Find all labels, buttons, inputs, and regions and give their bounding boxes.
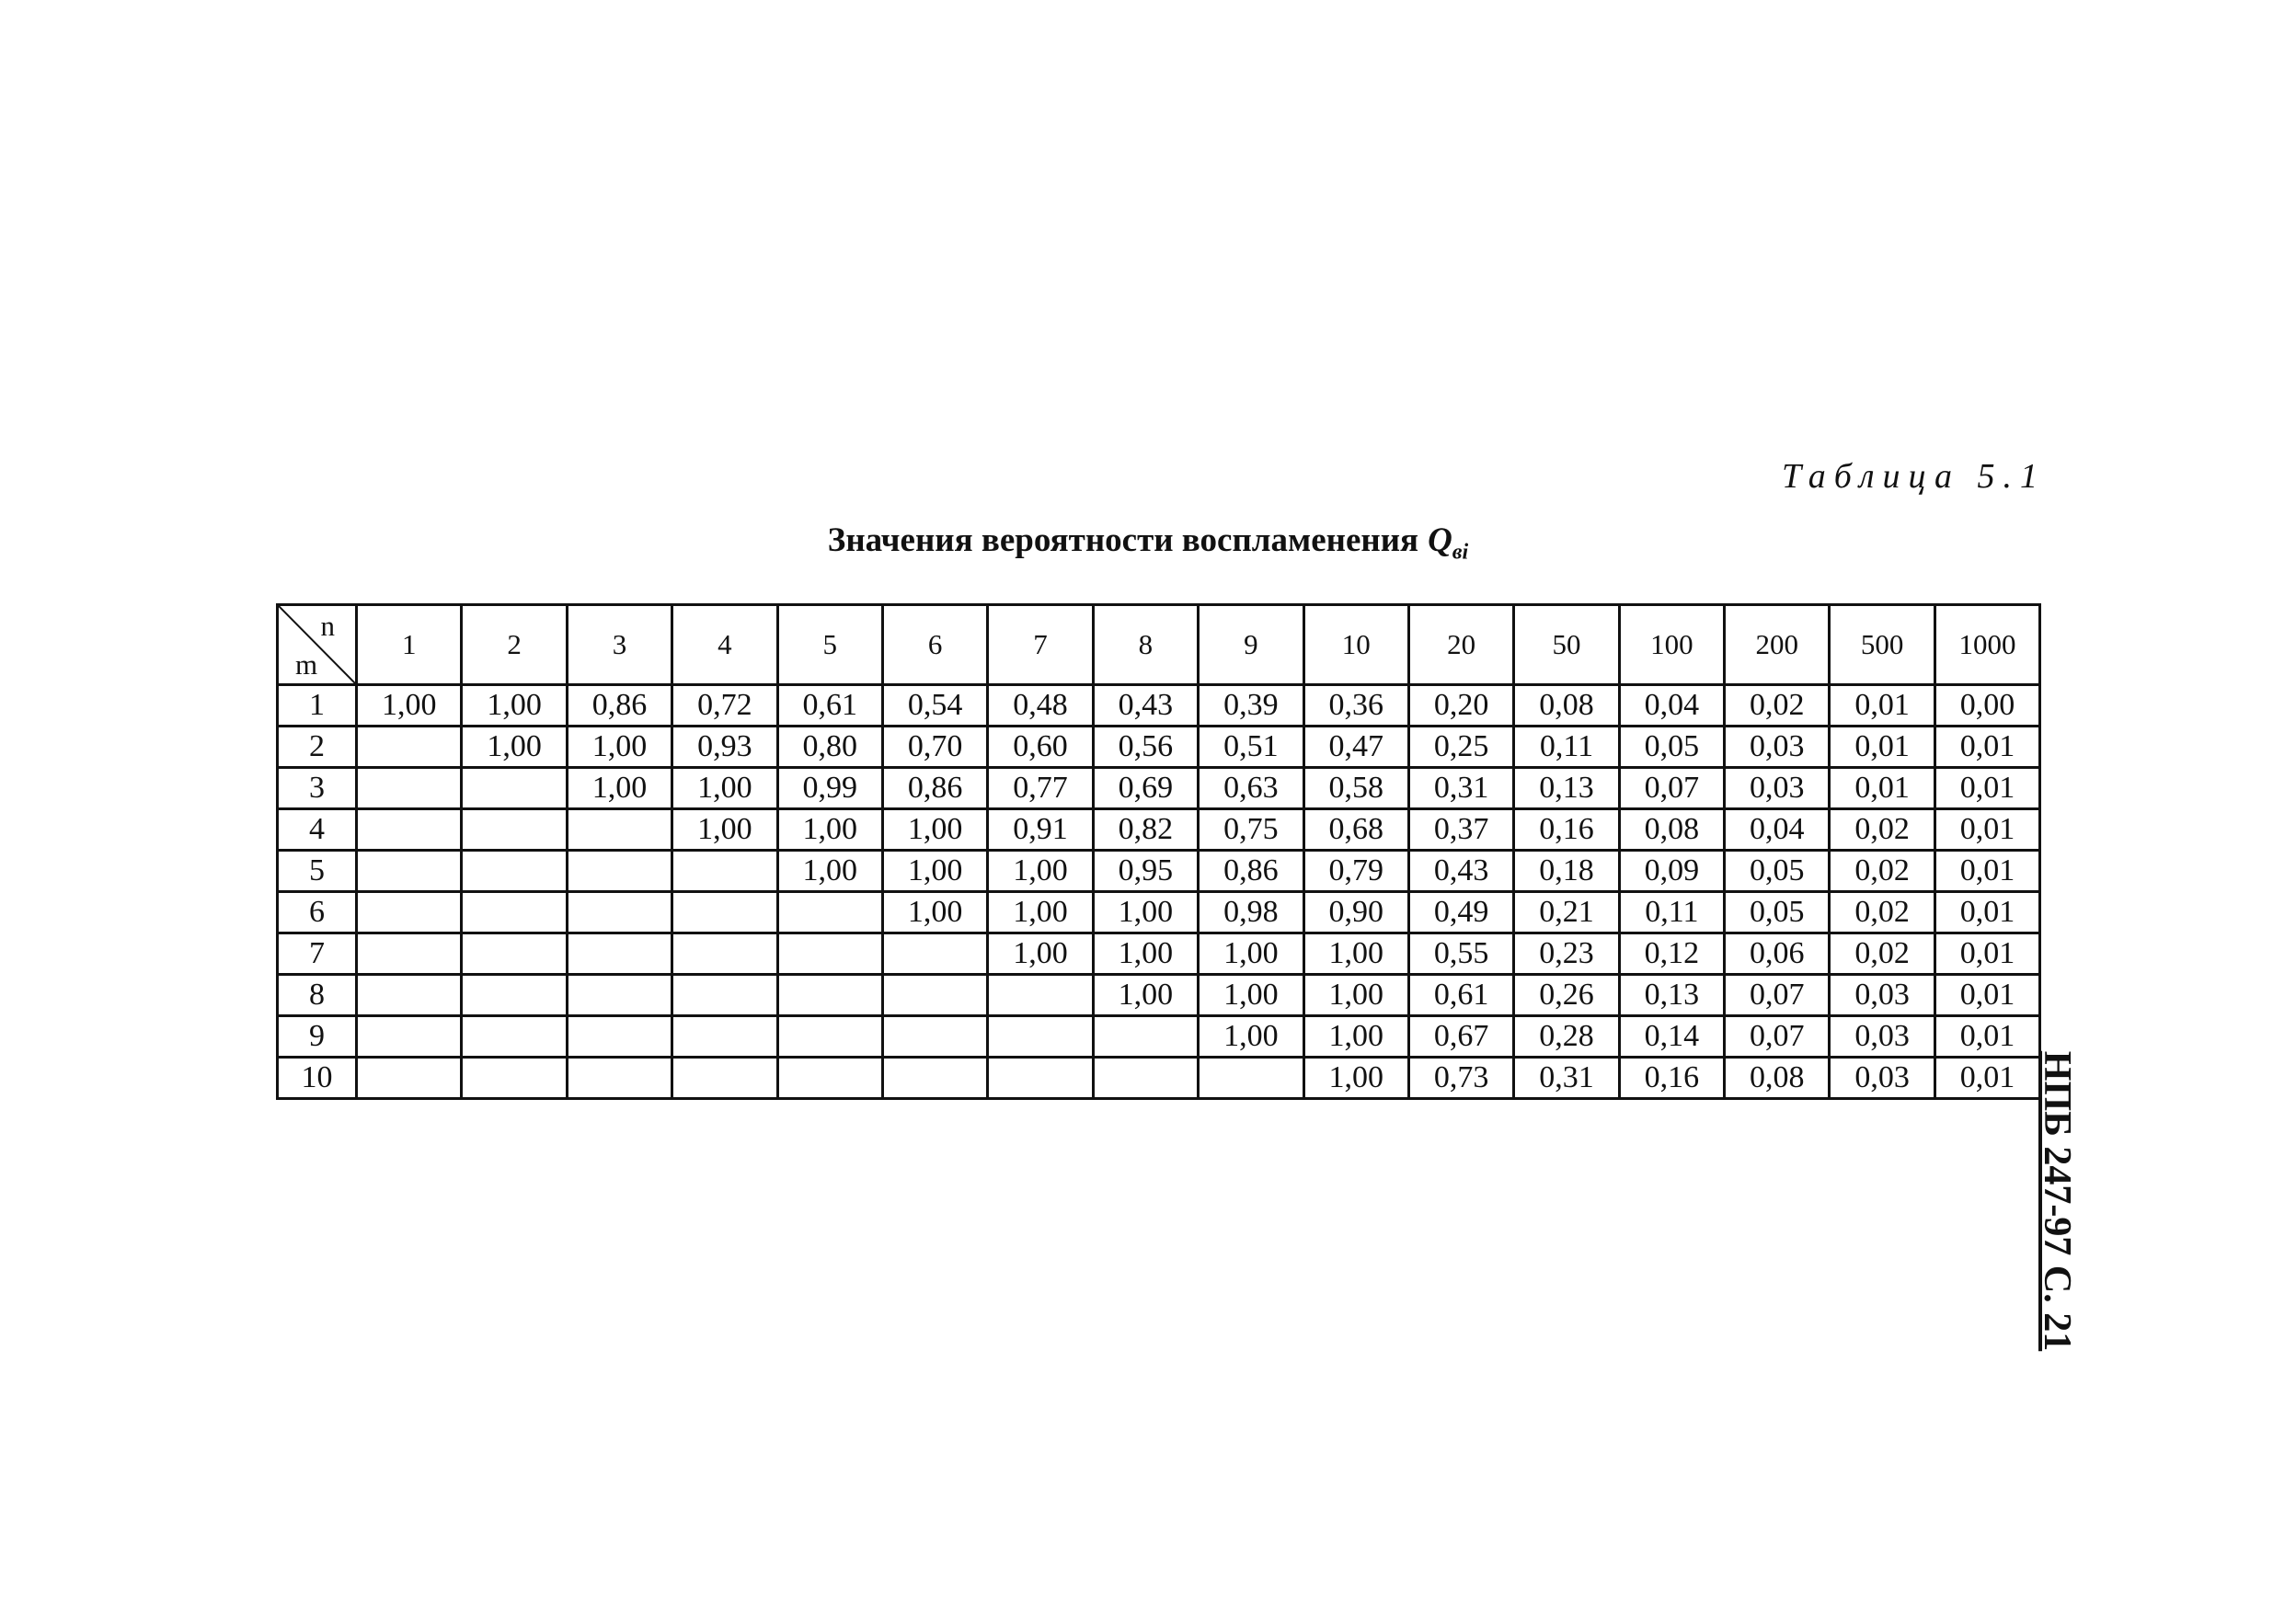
table-row — [278, 768, 2040, 809]
table-cell: 0,56 — [1093, 727, 1198, 768]
table-cell: 0,60 — [988, 727, 1093, 768]
table-cell: 1,00 — [882, 892, 987, 933]
table-cell: 0,08 — [1725, 1058, 1830, 1099]
table-cell — [357, 1058, 462, 1099]
table-cell — [357, 768, 462, 809]
table-cell: 1,00 — [567, 768, 672, 809]
row-header-m: 7 — [278, 933, 357, 975]
table-cell — [357, 851, 462, 892]
table-cell: 0,07 — [1619, 768, 1724, 809]
table-cell: 0,08 — [1619, 809, 1724, 851]
table-cell: 0,13 — [1514, 768, 1619, 809]
table-cell: 1,00 — [988, 933, 1093, 975]
row-header-m: 9 — [278, 1016, 357, 1058]
table-cell: 0,86 — [882, 768, 987, 809]
table-cell — [777, 892, 882, 933]
table-cell — [988, 1016, 1093, 1058]
table-cell — [672, 975, 777, 1016]
column-header-n: 8 — [1093, 605, 1198, 685]
table-cell: 0,75 — [1199, 809, 1303, 851]
table-cell — [567, 892, 672, 933]
table-cell — [357, 892, 462, 933]
table-cell: 0,36 — [1303, 685, 1408, 727]
table-cell: 0,07 — [1725, 1016, 1830, 1058]
table-cell: 0,80 — [777, 727, 882, 768]
table-cell: 1,00 — [357, 685, 462, 727]
table-cell: 0,79 — [1303, 851, 1408, 892]
table-cell: 1,00 — [882, 851, 987, 892]
table-cell — [567, 1058, 672, 1099]
table-cell: 0,58 — [1303, 768, 1408, 809]
table-row — [278, 1016, 2040, 1058]
table-cell: 0,68 — [1303, 809, 1408, 851]
table-cell: 0,26 — [1514, 975, 1619, 1016]
column-header-n: 50 — [1514, 605, 1619, 685]
table-cell — [882, 1016, 987, 1058]
table-cell: 0,11 — [1619, 892, 1724, 933]
table-cell: 1,00 — [672, 768, 777, 809]
table-cell — [462, 1058, 567, 1099]
table-cell: 0,01 — [1934, 768, 2039, 809]
table-cell: 0,54 — [882, 685, 987, 727]
table-cell: 0,01 — [1934, 1058, 2039, 1099]
column-header-n: 3 — [567, 605, 672, 685]
table-cell: 1,00 — [1303, 933, 1408, 975]
table-cell: 0,14 — [1619, 1016, 1724, 1058]
table-cell: 0,01 — [1934, 1016, 2039, 1058]
table-cell: 1,00 — [1303, 975, 1408, 1016]
table-cell: 0,31 — [1514, 1058, 1619, 1099]
table-cell — [567, 1016, 672, 1058]
title-symbol-letter: Q — [1428, 521, 1452, 559]
table-cell: 0,90 — [1303, 892, 1408, 933]
table-cell: 1,00 — [672, 809, 777, 851]
table-cell — [672, 892, 777, 933]
table-cell — [357, 727, 462, 768]
table-cell: 1,00 — [1303, 1016, 1408, 1058]
column-header-n: 200 — [1725, 605, 1830, 685]
table-cell — [462, 768, 567, 809]
row-header-m: 2 — [278, 727, 357, 768]
table-cell: 0,28 — [1514, 1016, 1619, 1058]
corner-label-n: n — [320, 610, 335, 642]
row-header-m: 10 — [278, 1058, 357, 1099]
table-cell: 0,77 — [988, 768, 1093, 809]
column-header-n: 2 — [462, 605, 567, 685]
table-cell: 1,00 — [777, 851, 882, 892]
table-cell: 0,51 — [1199, 727, 1303, 768]
table-cell: 0,47 — [1303, 727, 1408, 768]
table-cell: 1,00 — [1199, 1016, 1303, 1058]
table-cell: 1,00 — [1199, 975, 1303, 1016]
table-cell: 1,00 — [1303, 1058, 1408, 1099]
table-cell: 0,21 — [1514, 892, 1619, 933]
table-cell: 0,01 — [1934, 851, 2039, 892]
probability-table — [276, 603, 2041, 1100]
table-cell — [567, 975, 672, 1016]
column-header-n: 1 — [357, 605, 462, 685]
column-header-n: 9 — [1199, 605, 1303, 685]
table-cell — [357, 975, 462, 1016]
table-cell — [567, 933, 672, 975]
table-cell: 0,67 — [1408, 1016, 1513, 1058]
table-cell: 0,07 — [1725, 975, 1830, 1016]
table-cell — [462, 1016, 567, 1058]
table-cell: 0,01 — [1830, 685, 1934, 727]
table-row — [278, 892, 2040, 933]
table-cell — [882, 975, 987, 1016]
table-cell — [672, 851, 777, 892]
table-cell — [1093, 1016, 1198, 1058]
table-cell: 0,05 — [1725, 892, 1830, 933]
table-cell: 0,49 — [1408, 892, 1513, 933]
table-cell — [357, 1016, 462, 1058]
column-header-n: 5 — [777, 605, 882, 685]
table-cell: 0,61 — [777, 685, 882, 727]
table-cell — [882, 933, 987, 975]
table-cell: 0,43 — [1408, 851, 1513, 892]
table-cell: 0,06 — [1725, 933, 1830, 975]
table-row — [278, 727, 2040, 768]
table-cell: 0,93 — [672, 727, 777, 768]
table-row — [278, 685, 2040, 727]
table-cell — [462, 892, 567, 933]
table-cell: 0,03 — [1830, 975, 1934, 1016]
table-cell: 0,02 — [1830, 809, 1934, 851]
table-cell: 1,00 — [777, 809, 882, 851]
table-cell: 0,86 — [567, 685, 672, 727]
table-cell: 0,63 — [1199, 768, 1303, 809]
table-cell — [462, 975, 567, 1016]
table-cell: 0,05 — [1619, 727, 1724, 768]
table-cell: 0,00 — [1934, 685, 2039, 727]
row-header-m: 3 — [278, 768, 357, 809]
table-cell: 0,02 — [1725, 685, 1830, 727]
table-cell: 0,03 — [1725, 727, 1830, 768]
header-row — [278, 605, 2040, 685]
table-cell: 0,31 — [1408, 768, 1513, 809]
table-cell: 0,02 — [1830, 933, 1934, 975]
table-cell — [777, 975, 882, 1016]
table-cell — [462, 851, 567, 892]
row-header-m: 4 — [278, 809, 357, 851]
table-cell — [672, 1058, 777, 1099]
table-cell: 0,43 — [1093, 685, 1198, 727]
corner-label-m: m — [295, 648, 318, 681]
table-cell: 0,86 — [1199, 851, 1303, 892]
title-symbol-subscript: вi — [1452, 540, 1469, 565]
table-cell: 1,00 — [882, 809, 987, 851]
table-cell — [882, 1058, 987, 1099]
table-cell: 0,03 — [1725, 768, 1830, 809]
table-cell — [988, 1058, 1093, 1099]
table-cell: 0,73 — [1408, 1058, 1513, 1099]
table-cell: 1,00 — [462, 685, 567, 727]
table-row — [278, 933, 2040, 975]
table-cell — [672, 933, 777, 975]
page-footer — [2029, 1036, 2084, 1367]
title-symbol — [1428, 521, 1469, 565]
table-label: Таблица 5.1 — [1782, 457, 2046, 496]
table-cell: 0,09 — [1619, 851, 1724, 892]
table-cell — [777, 1058, 882, 1099]
table-cell: 0,95 — [1093, 851, 1198, 892]
row-header-m: 1 — [278, 685, 357, 727]
column-header-n: 6 — [882, 605, 987, 685]
table-cell — [357, 809, 462, 851]
table-cell: 0,98 — [1199, 892, 1303, 933]
table-cell: 0,04 — [1725, 809, 1830, 851]
table-cell — [462, 933, 567, 975]
table-cell: 0,20 — [1408, 685, 1513, 727]
table-cell: 1,00 — [988, 851, 1093, 892]
table-cell: 0,03 — [1830, 1058, 1934, 1099]
table-cell: 1,00 — [988, 892, 1093, 933]
row-header-m: 6 — [278, 892, 357, 933]
table-cell — [357, 933, 462, 975]
column-header-n: 4 — [672, 605, 777, 685]
table-cell: 0,01 — [1934, 727, 2039, 768]
table-cell: 0,23 — [1514, 933, 1619, 975]
table-cell: 0,61 — [1408, 975, 1513, 1016]
column-header-n: 20 — [1408, 605, 1513, 685]
table-cell: 0,03 — [1830, 1016, 1934, 1058]
table-cell: 1,00 — [567, 727, 672, 768]
table-cell: 0,01 — [1934, 933, 2039, 975]
corner-cell — [278, 605, 357, 685]
table-cell — [777, 1016, 882, 1058]
table-title — [0, 521, 2296, 565]
table-cell: 1,00 — [1199, 933, 1303, 975]
column-header-n: 7 — [988, 605, 1093, 685]
table-cell: 0,91 — [988, 809, 1093, 851]
table-cell: 0,01 — [1830, 768, 1934, 809]
table-cell: 1,00 — [1093, 975, 1198, 1016]
table-cell: 0,13 — [1619, 975, 1724, 1016]
table-cell: 0,01 — [1934, 892, 2039, 933]
table-cell: 0,05 — [1725, 851, 1830, 892]
table-cell: 0,99 — [777, 768, 882, 809]
table-cell: 0,18 — [1514, 851, 1619, 892]
row-header-m: 8 — [278, 975, 357, 1016]
table-cell: 0,04 — [1619, 685, 1724, 727]
table-cell: 0,55 — [1408, 933, 1513, 975]
table-cell: 0,01 — [1934, 809, 2039, 851]
table-cell: 0,69 — [1093, 768, 1198, 809]
table-row — [278, 851, 2040, 892]
table-cell: 0,01 — [1830, 727, 1934, 768]
table-cell: 0,01 — [1934, 975, 2039, 1016]
table-cell — [567, 809, 672, 851]
table-cell: 0,16 — [1514, 809, 1619, 851]
table-cell — [1093, 1058, 1198, 1099]
table-cell: 0,16 — [1619, 1058, 1724, 1099]
table-row — [278, 809, 2040, 851]
table-cell: 0,72 — [672, 685, 777, 727]
table-cell — [462, 809, 567, 851]
table-row — [278, 1058, 2040, 1099]
table-cell: 0,12 — [1619, 933, 1724, 975]
column-header-n: 100 — [1619, 605, 1724, 685]
table-cell — [988, 975, 1093, 1016]
page-footer-text: НПБ 247-97 С. 21 — [2036, 1050, 2078, 1352]
table-cell: 0,48 — [988, 685, 1093, 727]
table-cell — [1199, 1058, 1303, 1099]
column-header-n: 500 — [1830, 605, 1934, 685]
table-cell: 0,70 — [882, 727, 987, 768]
table-cell: 0,02 — [1830, 892, 1934, 933]
table-cell — [777, 933, 882, 975]
table-cell: 0,02 — [1830, 851, 1934, 892]
table-cell: 0,37 — [1408, 809, 1513, 851]
table-cell: 1,00 — [462, 727, 567, 768]
table-cell: 0,08 — [1514, 685, 1619, 727]
table-cell — [672, 1016, 777, 1058]
table-cell: 0,82 — [1093, 809, 1198, 851]
column-header-n: 10 — [1303, 605, 1408, 685]
row-header-m: 5 — [278, 851, 357, 892]
table-title-text: Значения вероятности воспламенения — [827, 521, 1419, 559]
table-cell: 1,00 — [1093, 892, 1198, 933]
table-cell: 0,11 — [1514, 727, 1619, 768]
table-row — [278, 975, 2040, 1016]
table-cell: 0,25 — [1408, 727, 1513, 768]
table-cell: 0,39 — [1199, 685, 1303, 727]
table-cell — [567, 851, 672, 892]
column-header-n: 1000 — [1934, 605, 2039, 685]
table-cell: 1,00 — [1093, 933, 1198, 975]
